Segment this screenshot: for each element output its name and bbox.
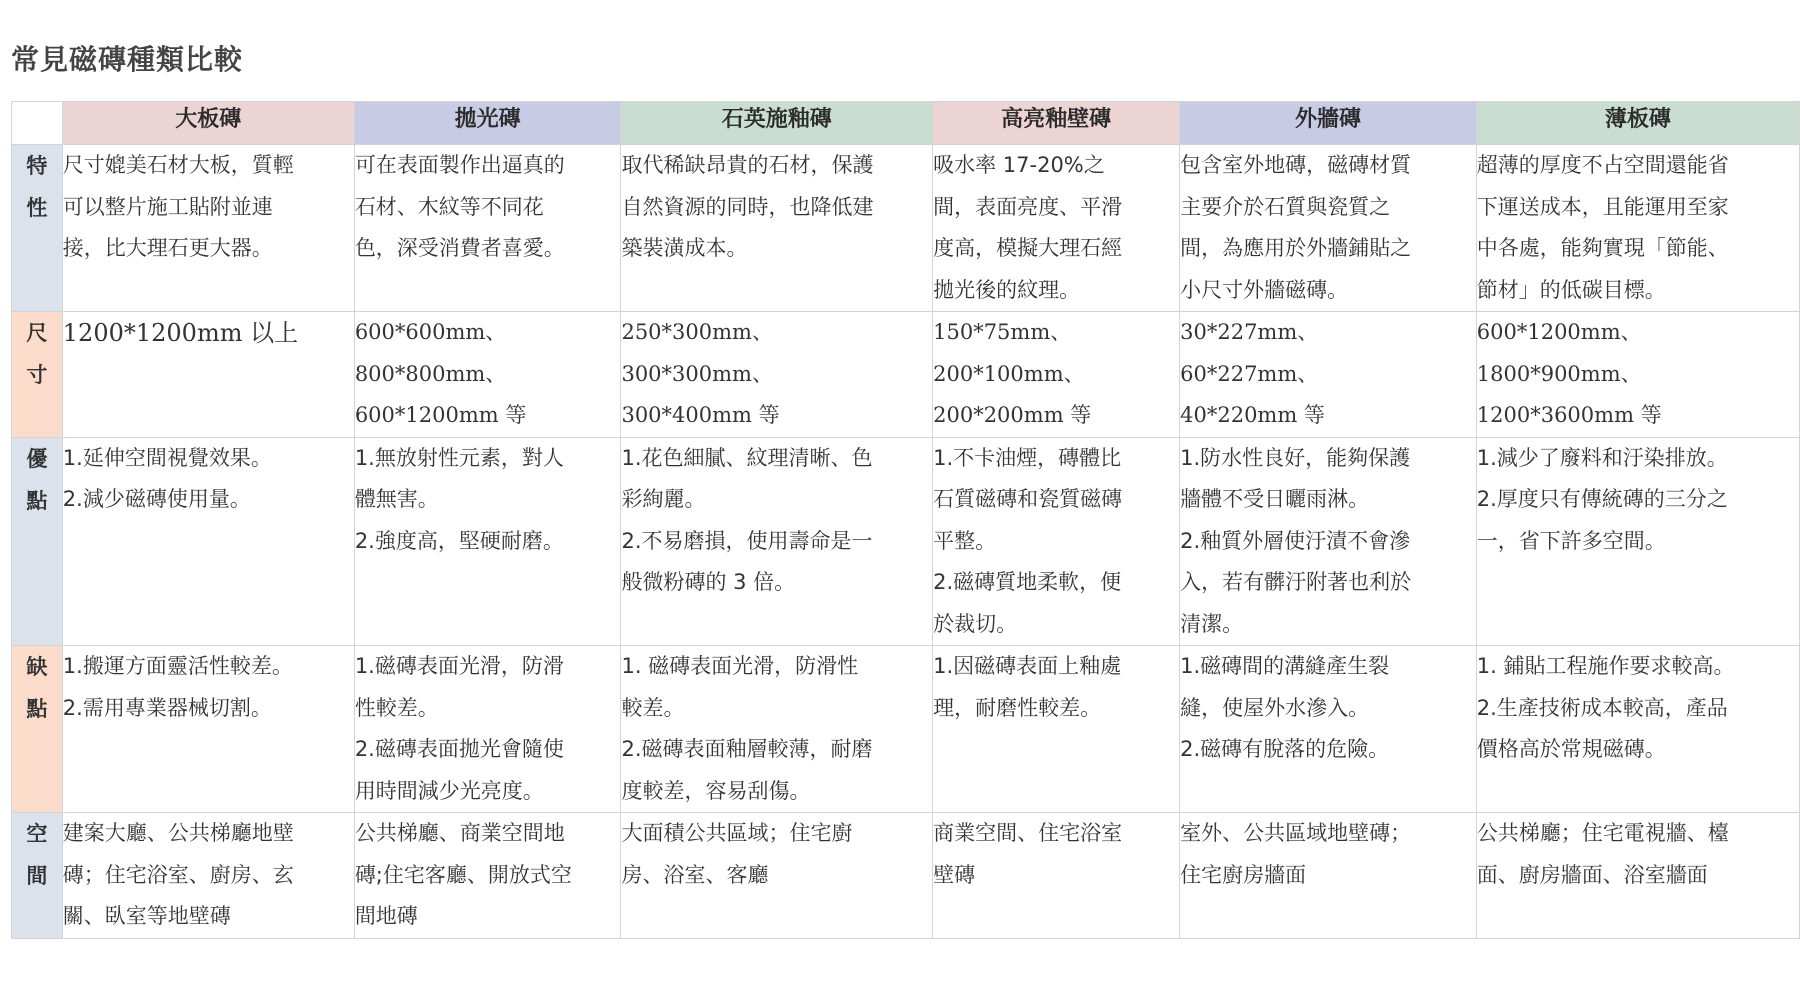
cell-line: 1.因磁磚表面上釉處 bbox=[933, 654, 1122, 678]
cell-line: 包含室外地磚，磁磚材質 bbox=[1180, 153, 1412, 177]
cell-line: 60*227mm、 bbox=[1180, 361, 1319, 386]
cell-line: 1.磁磚間的溝縫產生裂 bbox=[1180, 654, 1390, 678]
table-cell bbox=[621, 145, 933, 312]
cell-line: 2.不易磨損，使用壽命是一 bbox=[621, 528, 873, 553]
cell-line: 理，耐磨性較差。 bbox=[933, 695, 1102, 720]
cell-line: 2.磁磚表面拋光會隨使 bbox=[354, 737, 564, 761]
cell-line: 商業空間、住宅浴室 bbox=[933, 821, 1123, 845]
corner-cell bbox=[12, 102, 63, 145]
cell-line: 150*75mm、 bbox=[933, 320, 1072, 344]
cell-line: 價格高於常規磁磚。 bbox=[1476, 737, 1666, 761]
cell-line: 公共梯廳、商業空間地 bbox=[354, 821, 565, 845]
cell-line: 下運送成本，且能運用至家 bbox=[1476, 194, 1729, 219]
row-spaces bbox=[12, 813, 1800, 939]
cell-line: 1.延伸空間視覺效果。 bbox=[62, 445, 272, 470]
cell-line: 主要介於石質與瓷質之 bbox=[1180, 194, 1391, 219]
cell-line: 般微粉磚的 3 倍。 bbox=[621, 570, 796, 594]
table-cell bbox=[933, 646, 1180, 813]
cell-line: 2.厚度只有傳統磚的三分之 bbox=[1476, 487, 1728, 511]
cell-line: 1.磁磚表面光滑，防滑 bbox=[354, 654, 564, 678]
cell-line: 尺寸媲美石材大板，質輕 bbox=[62, 153, 294, 177]
cell-line: 200*100mm、 bbox=[933, 361, 1085, 386]
row-label bbox=[12, 312, 63, 438]
cell-line: 清潔。 bbox=[1180, 611, 1244, 636]
column-header: 大板磚 bbox=[62, 102, 354, 145]
cell-line: 建案大廳、公共梯廳地壁 bbox=[62, 821, 294, 845]
cell-line: 1.搬運方面靈活性較差。 bbox=[62, 654, 293, 678]
table-cell bbox=[62, 437, 354, 646]
cell-line: 1800*900mm、 bbox=[1476, 361, 1642, 386]
table-cell bbox=[1476, 813, 1799, 939]
header-row bbox=[12, 102, 1800, 145]
cell-line: 石材、木紋等不同花 bbox=[354, 194, 544, 219]
table-cell bbox=[354, 312, 621, 438]
page-title: 常見磁磚種類比較 bbox=[11, 43, 244, 76]
cell-line: 1200*1200mm 以上 bbox=[62, 319, 299, 347]
row-label-char: 優 bbox=[26, 446, 48, 471]
row-label bbox=[12, 437, 63, 646]
column-header: 石英施釉磚 bbox=[621, 102, 933, 145]
row-label-char: 特 bbox=[26, 154, 48, 178]
cell-line: 入，若有髒汙附著也利於 bbox=[1180, 570, 1412, 594]
cell-line: 1. 磁磚表面光滑，防滑性 bbox=[621, 654, 859, 678]
table-cell bbox=[1476, 646, 1799, 813]
cell-line: 200*200mm 等 bbox=[933, 403, 1092, 427]
cell-line: 1. 鋪貼工程施作要求較高。 bbox=[1476, 654, 1735, 678]
cell-line: 室外、公共區域地壁磚； bbox=[1180, 821, 1412, 845]
table-cell bbox=[62, 646, 354, 813]
table-cell bbox=[621, 312, 933, 438]
cell-line: 自然資源的同時，也降低建 bbox=[621, 194, 874, 219]
cell-line: 2.磁磚有脫落的危險。 bbox=[1180, 737, 1390, 761]
cell-line: 可在表面製作出逼真的 bbox=[354, 153, 565, 177]
cell-line: 1.防水性良好，能夠保護 bbox=[1180, 445, 1411, 470]
cell-line: 間，表面亮度、平滑 bbox=[933, 194, 1123, 219]
table-cell bbox=[1180, 312, 1477, 438]
cell-line: 住宅廚房牆面 bbox=[1180, 862, 1307, 887]
table-cell bbox=[354, 646, 621, 813]
cell-line: 1.無放射性元素，對人 bbox=[354, 445, 564, 470]
table-cell bbox=[62, 813, 354, 939]
cell-line: 600*1200mm、 bbox=[1476, 320, 1642, 344]
cell-line: 超薄的厚度不占空間還能省 bbox=[1476, 153, 1729, 177]
cell-line: 用時間減少光亮度。 bbox=[354, 778, 544, 803]
cell-line: 2.生產技術成本較高，產品 bbox=[1476, 695, 1728, 720]
cell-line: 度較差，容易刮傷。 bbox=[621, 778, 811, 803]
row-label bbox=[12, 813, 63, 939]
cell-line: 牆體不受日曬雨淋。 bbox=[1180, 487, 1370, 511]
table-cell bbox=[933, 813, 1180, 939]
row-label-char: 點 bbox=[26, 488, 48, 513]
row-label-char: 點 bbox=[26, 697, 48, 721]
row-sizes bbox=[12, 312, 1800, 438]
table-cell bbox=[1476, 145, 1799, 312]
cell-line: 較差。 bbox=[621, 695, 685, 720]
table-cell bbox=[621, 646, 933, 813]
cell-line: 300*300mm、 bbox=[621, 361, 773, 386]
table-cell bbox=[933, 312, 1180, 438]
table-cell bbox=[1180, 646, 1477, 813]
cell-line: 間，為應用於外牆鋪貼之 bbox=[1180, 236, 1412, 260]
cell-line: 2.磁磚質地柔軟，便 bbox=[933, 570, 1122, 594]
cell-line: 面、廚房牆面、浴室牆面 bbox=[1476, 862, 1708, 887]
row-label-char: 間 bbox=[26, 864, 48, 888]
cell-line: 2.磁磚表面釉層較薄，耐磨 bbox=[621, 737, 873, 761]
cell-line: 築裝潢成本。 bbox=[621, 236, 748, 260]
tile-comparison-table bbox=[11, 101, 1800, 939]
row-label bbox=[12, 145, 63, 312]
cell-line: 600*600mm、 bbox=[354, 320, 507, 344]
cell-line: 壁磚 bbox=[933, 862, 976, 887]
column-header: 外牆磚 bbox=[1180, 102, 1477, 145]
cell-line: 2.釉質外層使汙漬不會滲 bbox=[1180, 528, 1411, 553]
cell-line: 30*227mm、 bbox=[1180, 320, 1319, 344]
table-cell bbox=[933, 437, 1180, 646]
row-label-char: 性 bbox=[26, 196, 48, 220]
column-header: 拋光磚 bbox=[354, 102, 621, 145]
cell-line: 關、臥室等地壁磚 bbox=[62, 904, 231, 928]
cell-line: 於裁切。 bbox=[933, 611, 1018, 636]
cell-line: 彩絢麗。 bbox=[621, 487, 706, 511]
cell-line: 小尺寸外牆磁磚。 bbox=[1180, 277, 1349, 302]
table-cell bbox=[1476, 312, 1799, 438]
cell-line: 1.不卡油煙，磚體比 bbox=[933, 445, 1122, 470]
table-cell bbox=[354, 145, 621, 312]
table-cell bbox=[933, 145, 1180, 312]
column-header: 高亮釉壁磚 bbox=[933, 102, 1180, 145]
cell-line: 石質磁磚和瓷質磁磚 bbox=[933, 487, 1123, 511]
table-cell bbox=[354, 813, 621, 939]
cell-line: 1200*3600mm 等 bbox=[1476, 403, 1662, 427]
cell-line: 縫，使屋外水滲入。 bbox=[1180, 695, 1370, 720]
row-cons bbox=[12, 646, 1800, 813]
cell-line: 300*400mm 等 bbox=[621, 403, 780, 427]
row-features bbox=[12, 145, 1800, 312]
column-header: 薄板磚 bbox=[1476, 102, 1799, 145]
cell-line: 度高，模擬大理石經 bbox=[933, 236, 1123, 260]
cell-line: 磚;住宅客廳、開放式空 bbox=[354, 862, 572, 887]
cell-line: 2.減少磁磚使用量。 bbox=[62, 487, 251, 511]
cell-line: 2.需用專業器械切割。 bbox=[62, 695, 272, 720]
row-label bbox=[12, 646, 63, 813]
cell-line: 體無害。 bbox=[354, 487, 439, 511]
table-cell bbox=[354, 437, 621, 646]
cell-line: 可以整片施工貼附並連 bbox=[62, 194, 273, 219]
cell-line: 600*1200mm 等 bbox=[354, 403, 527, 427]
cell-line: 色，深受消費者喜愛。 bbox=[354, 236, 565, 260]
cell-line: 間地磚 bbox=[354, 904, 418, 928]
row-label-char: 空 bbox=[26, 822, 48, 846]
cell-line: 1.花色細膩、紋理清晰、色 bbox=[621, 445, 873, 470]
table-cell bbox=[62, 312, 354, 438]
cell-line: 2.強度高，堅硬耐磨。 bbox=[354, 528, 564, 553]
cell-line: 性較差。 bbox=[354, 695, 439, 720]
cell-line: 拋光後的紋理。 bbox=[933, 277, 1081, 302]
cell-line: 大面積公共區域；住宅廚 bbox=[621, 821, 853, 845]
cell-line: 節材」的低碳目標。 bbox=[1476, 277, 1666, 302]
cell-line: 吸水率 17-20%之 bbox=[933, 153, 1105, 177]
table-cell bbox=[62, 145, 354, 312]
cell-line: 800*800mm、 bbox=[354, 361, 507, 386]
table-cell bbox=[621, 813, 933, 939]
cell-line: 1.減少了廢料和汙染排放。 bbox=[1476, 445, 1728, 470]
table-cell bbox=[1180, 813, 1477, 939]
cell-line: 一，省下許多空間。 bbox=[1476, 528, 1666, 553]
cell-line: 房、浴室、客廳 bbox=[621, 862, 769, 887]
table-cell bbox=[1476, 437, 1799, 646]
row-label-char: 寸 bbox=[26, 363, 48, 387]
table-cell bbox=[1180, 145, 1477, 312]
cell-line: 40*220mm 等 bbox=[1180, 403, 1325, 427]
cell-line: 公共梯廳；住宅電視牆、檯 bbox=[1476, 821, 1729, 845]
table-cell bbox=[621, 437, 933, 646]
cell-line: 接，比大理石更大器。 bbox=[62, 236, 273, 260]
table-cell bbox=[1180, 437, 1477, 646]
row-label-char: 尺 bbox=[26, 321, 48, 345]
cell-line: 250*300mm、 bbox=[621, 320, 773, 344]
cell-line: 磚；住宅浴室、廚房、玄 bbox=[62, 862, 294, 887]
cell-line: 平整。 bbox=[933, 528, 997, 553]
cell-line: 取代稀缺昂貴的石材，保護 bbox=[621, 153, 874, 177]
row-pros bbox=[12, 437, 1800, 646]
row-label-char: 缺 bbox=[26, 655, 48, 679]
cell-line: 中各處，能夠實現「節能、 bbox=[1476, 236, 1729, 260]
